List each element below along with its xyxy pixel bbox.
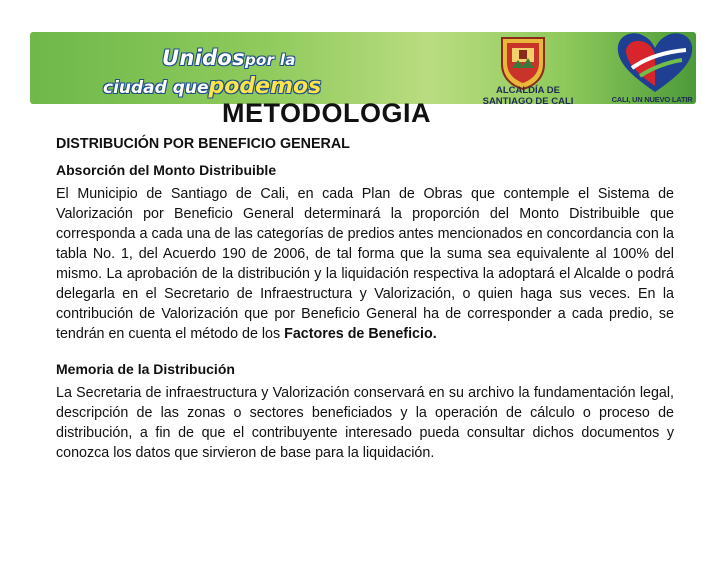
section-spacer [56,344,674,359]
paragraph-absorcion-text: El Municipio de Santiago de Cali, en cada Plan de Obras que contemple el Sistema de Valorización por Beneficio General determinará la proporción del Monto Distribuible que corresponda a cada una de las categorías de predios antes mencionados en concordancia con la tabla No. 1, del Acuerdo 190 de 2006, de tal forma que la suma sea equivalente al 100% del mismo. La aprobación de la distribución y la liquidación respectiva la adoptará el Alcalde o podrá delegarla en el Secretario de Infraestructura y Valorización, o quien haga sus veces. En la contribución de Valorización que por Beneficio General ha de corresponder a cada predio, se tendrán en cuenta el método de los [56,186,674,342]
alcaldia-line-2: SANTIAGO DE CALI [482,96,574,107]
slogan-word-podemos: podemos [208,74,322,99]
document-body [56,134,674,463]
subsection-heading-absorcion: Absorción del Monto Distribuible [56,162,277,178]
alcaldia-label [476,85,580,107]
slogan-word-unidos: Unidos [162,46,245,70]
slogan-word-ciudad-que: ciudad que [103,78,209,98]
slogan-word-por-la: por la [244,51,296,69]
section-heading: DISTRIBUCIÓN POR BENEFICIO GENERAL [56,136,350,152]
coat-of-arms-icon [498,34,548,90]
page-title: METODOLOGIA [222,98,432,128]
paragraph-memoria: La Secretaria de infraestructura y Valorización conservará en su archivo la fundamentación legal, descripción de las zonas o sectores beneficiados y la operación de cálculo o proceso de distribución, a fin de que el contribuyente interesado pueda consultar dichos documentos y conozca los datos que sirvieron de base para la liquidación. [56,385,674,461]
alcaldia-line-1: ALCALDÍA DE [495,85,561,96]
paragraph-absorcion [56,184,674,344]
slogan-line-2 [103,74,321,99]
cali-brand-tag: CALI, UN NUEVO LATIR [611,95,693,104]
paragraph-absorcion-bold: Factores de Beneficio. [284,326,437,342]
slogan-line-1 [162,46,296,70]
heart-logo-icon [612,28,698,96]
subsection-heading-memoria: Memoria de la Distribución [56,361,235,377]
